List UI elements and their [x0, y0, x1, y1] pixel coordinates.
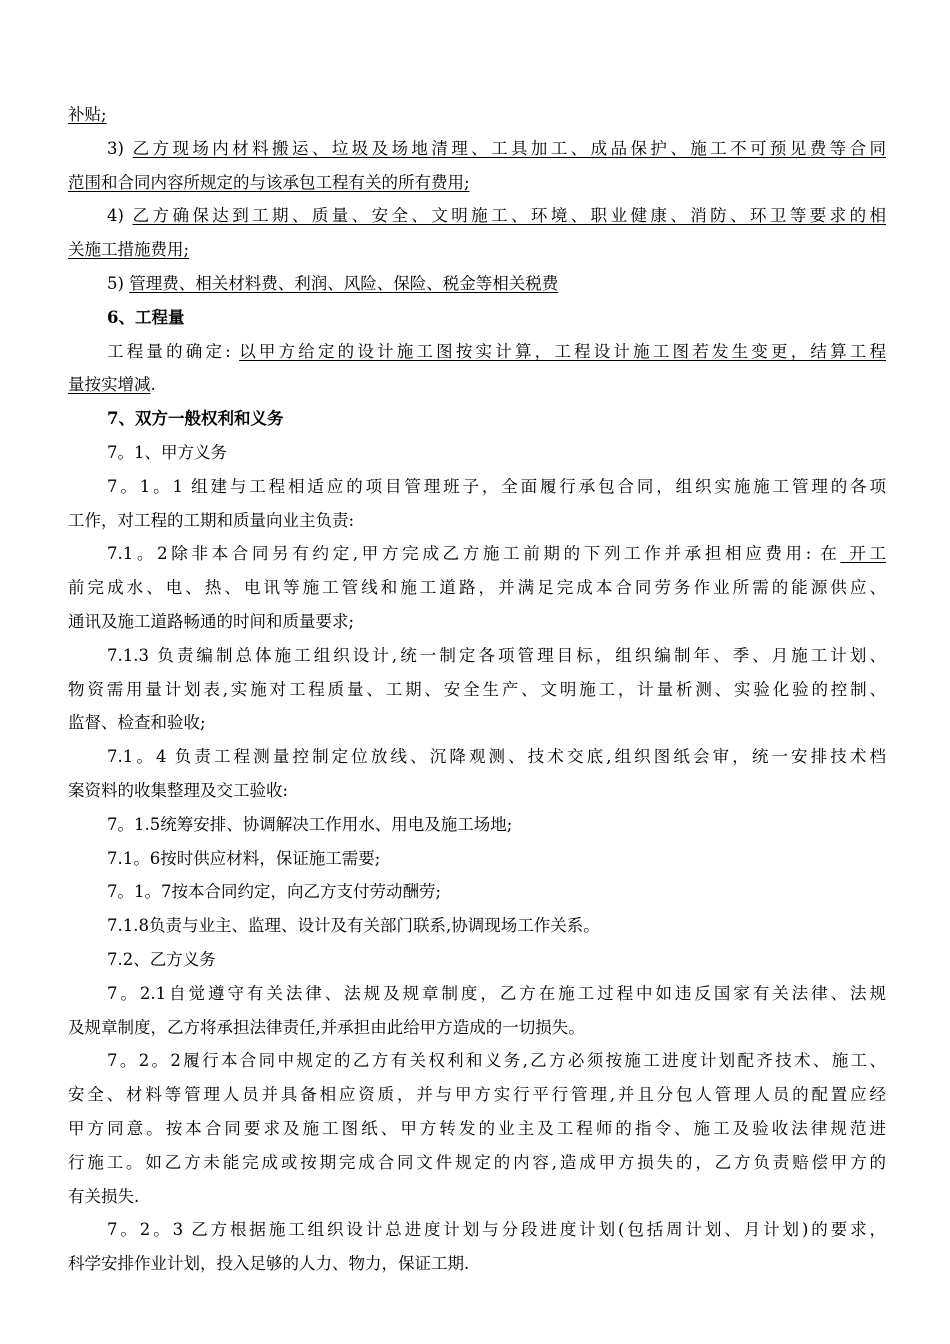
text-run: 7。2。3 乙方根据施工组织设计总进度计划与分段进度计划(包括周计划、月计划)的要求， — [107, 1220, 886, 1240]
text-line — [68, 470, 886, 504]
text-line — [68, 368, 886, 402]
text-line — [68, 977, 886, 1011]
text-line — [68, 267, 886, 301]
text-run: 行施工。如乙方未能完成或按期完成合同文件规定的内容,造成甲方损失的，乙方负责赔偿甲方的 — [68, 1152, 886, 1172]
text-line — [68, 639, 886, 673]
text-run: 7。2.1自觉遵守有关法律、法规及规章制度，乙方在施工过程中如违反国家有关法律、法规 — [107, 983, 886, 1003]
text-line — [68, 774, 886, 808]
text-line — [68, 1078, 886, 1112]
text-run: 7.1。4 负责工程测量控制定位放线、沉降观测、技术交底,组织图纸会审，统一安排技术档 — [107, 747, 886, 767]
underlined-text: 范围和合同内容所规定的与该承包工程有关的所有费用; — [68, 172, 470, 192]
section-heading — [68, 402, 886, 436]
text-run: 7、双方一般权利和义务 — [107, 409, 284, 429]
underlined-text: 乙方确保达到工期、质量、安全、文明施工、环境、职业健康、消防、环卫等要求的相 — [132, 206, 886, 226]
text-line — [68, 605, 886, 639]
underlined-text: 管理费、相关材料费、利润、风险、保险、税金等相关税费 — [129, 273, 559, 293]
text-line — [68, 1180, 886, 1214]
text-line — [68, 132, 886, 166]
document-page — [68, 98, 886, 1281]
text-line — [68, 199, 886, 233]
text-run: 6、工程量 — [107, 307, 185, 327]
text-run: 3) — [107, 138, 133, 158]
text-run: 7.1。6按时供应材料，保证施工需要; — [107, 848, 381, 868]
text-run: . — [150, 375, 156, 395]
underlined-text: 量按实增减 — [68, 375, 151, 395]
text-line — [68, 706, 886, 740]
text-line — [68, 943, 886, 977]
text-run: 及规章制度，乙方将承担法律责任,并承担由此给甲方造成的一切损失。 — [68, 1017, 585, 1037]
text-line — [68, 875, 886, 909]
underlined-text: 关施工措施费用; — [68, 240, 190, 260]
text-line — [68, 1146, 886, 1180]
text-line — [68, 166, 886, 200]
text-run: 科学安排作业计划，投入足够的人力、物力，保证工期. — [68, 1254, 470, 1274]
text-run: 7.1。2除非本合同另有约定,甲方完成乙方施工前期的下列工作并承担相应费用: 在 — [107, 544, 841, 564]
text-run: 监督、检查和验收; — [68, 713, 206, 733]
text-run: 7。2。2履行本合同中规定的乙方有关权利和义务,乙方必须按施工进度计划配齐技术、施工、 — [107, 1051, 886, 1071]
text-line — [68, 571, 886, 605]
underlined-text: 乙方现场内材料搬运、垃圾及场地清理、工具加工、成品保护、施工不可预见费等合同 — [132, 138, 886, 158]
text-run: 7。1。7按本合同约定，向乙方支付劳动酬劳; — [107, 882, 442, 902]
text-run: 7.1.8负责与业主、监理、设计及有关部门联系,协调现场工作关系。 — [107, 916, 600, 936]
section-heading — [68, 301, 886, 335]
text-line — [68, 335, 886, 369]
text-run: 物资需用量计划表,实施对工程质量、工期、安全生产、文明施工，计量析测、实验化验的控制、 — [68, 679, 886, 699]
text-run: 通讯及施工道路畅通的时间和质量要求; — [68, 611, 355, 631]
text-run: 案资料的收集整理及交工验收: — [68, 780, 289, 800]
text-run: 7。1.5统筹安排、协调解决工作用水、用电及施工场地; — [107, 814, 513, 834]
text-line — [68, 740, 886, 774]
text-run: 工程量的确定: — [107, 341, 240, 361]
text-line — [68, 1213, 886, 1247]
text-run: 7.2、乙方义务 — [107, 949, 216, 969]
underlined-text: 补贴; — [68, 105, 107, 124]
text-line — [68, 909, 886, 943]
text-line — [68, 537, 886, 571]
text-run: 7。1、甲方义务 — [107, 442, 227, 462]
text-run: 甲方同意。按本合同要求及施工图纸、甲方转发的业主及工程师的指令、施工及验收法律规范进 — [68, 1118, 886, 1138]
text-run: 7。1。1 组建与工程相适应的项目管理班子，全面履行承包合同，组织实施施工管理的各项 — [107, 476, 886, 496]
text-line — [68, 842, 886, 876]
text-run: 5) — [107, 273, 130, 293]
text-line — [68, 504, 886, 538]
text-run: 有关损失. — [68, 1186, 140, 1206]
text-line — [68, 673, 886, 707]
text-line — [68, 1011, 886, 1045]
text-line — [68, 98, 886, 132]
text-run: 安全、材料等管理人员并具备相应资质，并与甲方实行平行管理,并且分包人管理人员的配置应经 — [68, 1085, 886, 1105]
text-line — [68, 436, 886, 470]
text-line — [68, 1247, 886, 1281]
text-run: 4) — [107, 206, 133, 226]
underlined-text: 以甲方给定的设计施工图按实计算，工程设计施工图若发生变更，结算工程 — [239, 341, 886, 361]
text-run: 工作，对工程的工期和质量向业主负责: — [68, 510, 355, 530]
text-line — [68, 1044, 886, 1078]
text-line — [68, 233, 886, 267]
text-line — [68, 808, 886, 842]
text-run: 前完成水、电、热、电讯等施工管线和施工道路，并满足完成本合同劳务作业所需的能源供应、 — [68, 578, 886, 598]
text-line — [68, 1112, 886, 1146]
underlined-text: 开工 — [840, 544, 886, 564]
text-run: 7.1.3 负责编制总体施工组织设计,统一制定各项管理目标，组织编制年、季、月施工计划、 — [107, 645, 886, 665]
